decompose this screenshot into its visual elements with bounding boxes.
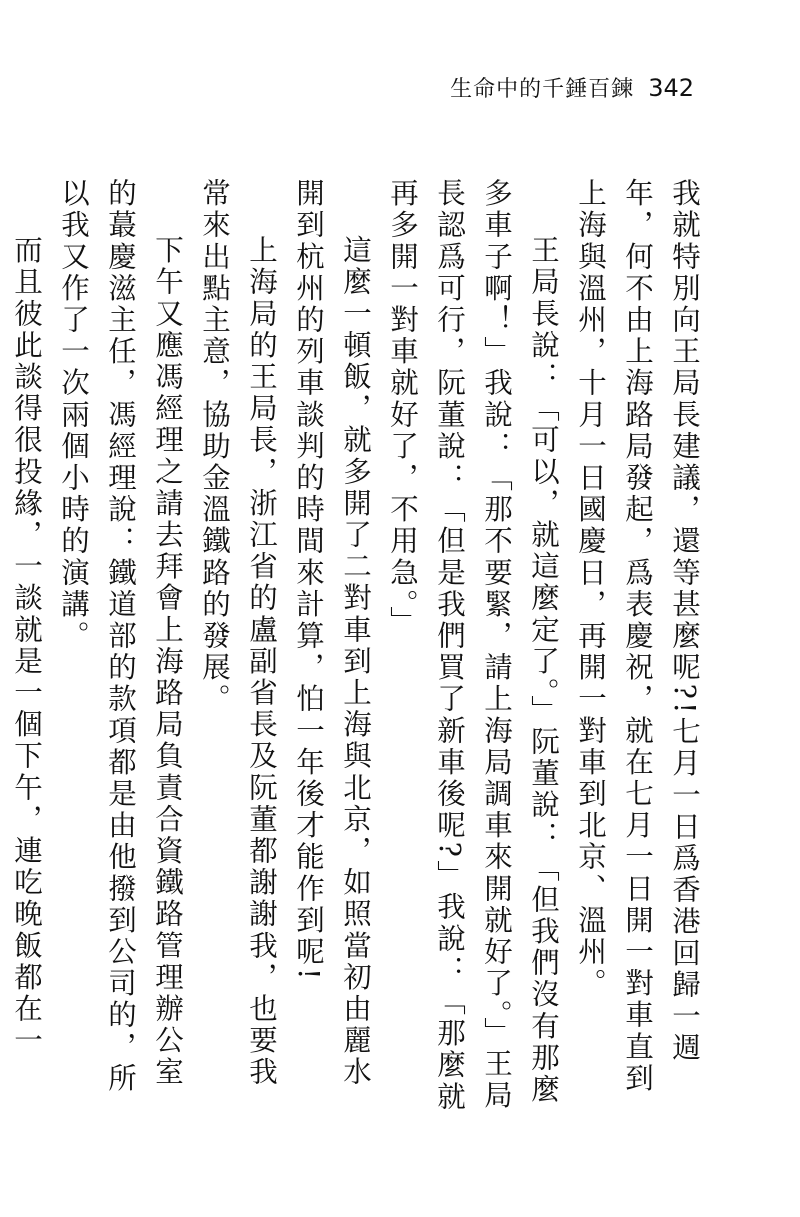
paragraph-3: 這麼一頓飯，就多開了二對車到上海與北京，如照當初由麗水開到杭州的列車談判的時間來計算，怕一年後才能作到呢! [292,178,372,1089]
paragraph-1: 我就特別向王局長建議，還等甚麼呢?!七月一日爲香港回歸一週年，何不由上海路局發起，爲表慶祝，就在七月一日開一對車直到上海與溫州，十月一日國慶日，再開一對車到北京、溫州。 [574,178,701,1095]
book-title: 生命中的千錘百鍊 [450,77,635,102]
paragraph-5: 下午又應馮經理之請去拜會上海路局負責合資鐵路管理辦公室的蕞慶滋主任，馮經理說：鐵道部的款項都是由他撥到公司的，所以我又作了一次兩個小時的演講。 [57,178,184,1095]
paragraph-6: 而且彼此談得很投緣，一談就是一個下午，連吃晚飯都在一 [10,235,43,1057]
paragraph-4: 上海局的王局長，浙江省的盧副省長及阮董都謝謝我，也要我常來出點主意，協助金溫鐵路的發展。 [198,178,278,1089]
vertical-text-body [10,178,708,1118]
paragraph-2: 王局長說：「可以，就這麼定了。」阮董說：「但我們沒有那麼多車子啊！」我說：「那不要緊，請上海局調車來開就好了。」王局長認爲可行，阮董說：「但是我們買了新車後呢?」我說：「那麼就再多開一對車就好了，不用急。」 [386,178,560,1113]
page-number: 342 [648,74,694,102]
running-header [450,72,694,103]
